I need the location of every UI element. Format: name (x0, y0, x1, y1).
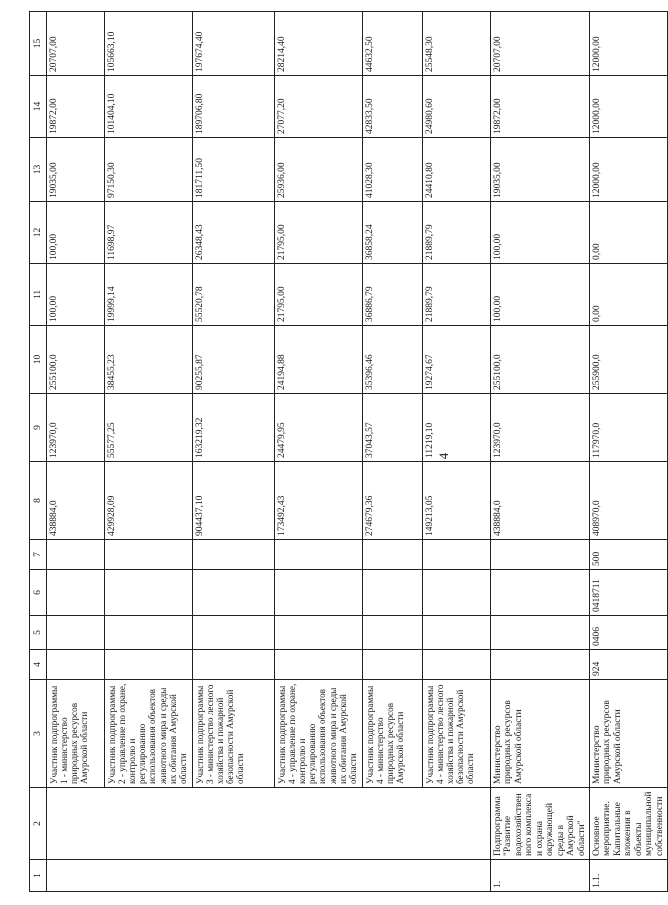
header-cell: 6 (30, 570, 47, 616)
empty-cell (275, 650, 363, 680)
value-cell: 0,00 (589, 202, 667, 264)
value-cell: 24980,60 (423, 76, 491, 138)
subprogram-name: Подпрограмма "Развитие водохозяйственного комплекса и охрана окружающей среды в Амурской области" (491, 788, 590, 860)
value-cell: 189706,80 (193, 76, 275, 138)
page-number: 4 (436, 452, 451, 460)
activity-executor: Министерство природных ресурсов Амурской области (589, 680, 667, 788)
value-cell: 274679,36 (363, 462, 423, 540)
value-cell: 21889,79 (423, 202, 491, 264)
empty-cell (47, 860, 491, 892)
table-row (275, 12, 363, 892)
value-cell: 255900,0 (589, 326, 667, 394)
empty-cell (275, 570, 363, 616)
value-cell: 904437,10 (193, 462, 275, 540)
value-cell: 255100,0 (491, 326, 590, 394)
activity-name: Основное мероприятие. Капитальные вложения в объекты муниципальной собственности (589, 788, 667, 860)
value-cell: 44632,50 (363, 12, 423, 76)
empty-cell (105, 570, 193, 616)
header-cell: 13 (30, 138, 47, 202)
participant-description: Участник подпрограммы 2 - управление по охране, контролю и регулированию использования объектов животного мира и среды их обитания Амурской области (105, 680, 193, 788)
table-row (47, 12, 105, 892)
value-cell: 21889,79 (423, 264, 491, 326)
empty-cell (105, 650, 193, 680)
value-cell: 41028,30 (363, 138, 423, 202)
participant-description: Участник подпрограммы 4 - министерство лесного хозяйства и пожарной безопасности Амурской области (423, 680, 491, 788)
empty-cell (363, 650, 423, 680)
value-cell: 123970,0 (47, 394, 105, 462)
value-cell: 0,00 (589, 264, 667, 326)
empty-cell (423, 540, 491, 570)
value-cell: 25936,00 (275, 138, 363, 202)
value-cell: 19035,00 (491, 138, 590, 202)
header-cell: 14 (30, 76, 47, 138)
empty-cell (193, 616, 275, 650)
table-row (193, 12, 275, 892)
table-row (105, 12, 193, 892)
empty-cell (47, 788, 491, 860)
value-cell: 19035,00 (47, 138, 105, 202)
value-cell: 163219,32 (193, 394, 275, 462)
row-number: 1.1. (589, 860, 667, 892)
value-cell: 255100,0 (47, 326, 105, 394)
empty-cell (423, 570, 491, 616)
value-cell: 117970,0 (589, 394, 667, 462)
value-cell: 24410,80 (423, 138, 491, 202)
value-cell: 123970,0 (491, 394, 590, 462)
value-cell: 408970,0 (589, 462, 667, 540)
participant-description: Участник подпрограммы 4 - управление по охране, контролю и регулированию использования объектов животного мира и среды их обитания Амурской области (275, 680, 363, 788)
header-row (30, 12, 47, 892)
empty-cell (275, 616, 363, 650)
budget-table (29, 11, 668, 892)
empty-cell (47, 616, 105, 650)
value-cell: 11219,10 (423, 394, 491, 462)
value-cell: 24479,95 (275, 394, 363, 462)
value-cell: 19872,00 (491, 76, 590, 138)
value-cell: 19999,14 (105, 264, 193, 326)
value-cell: 28214,40 (275, 12, 363, 76)
value-cell: 25548,30 (423, 12, 491, 76)
empty-cell (491, 616, 590, 650)
value-cell: 12000,00 (589, 76, 667, 138)
value-cell: 24194,88 (275, 326, 363, 394)
empty-cell (105, 616, 193, 650)
empty-cell (193, 650, 275, 680)
participant-description: Участник подпрограммы 3 - министерство лесного хозяйства и пожарной безопасности Амурской области (193, 680, 275, 788)
value-cell: 38455,23 (105, 326, 193, 394)
value-cell: 101404,10 (105, 76, 193, 138)
empty-cell (363, 570, 423, 616)
empty-cell (47, 570, 105, 616)
value-cell: 438884,0 (491, 462, 590, 540)
value-cell: 100,00 (47, 264, 105, 326)
header-cell: 4 (30, 650, 47, 680)
value-cell: 55520,78 (193, 264, 275, 326)
value-cell: 100,00 (491, 202, 590, 264)
empty-cell (193, 570, 275, 616)
value-cell: 429928,09 (105, 462, 193, 540)
empty-cell (423, 616, 491, 650)
value-cell: 55577,25 (105, 394, 193, 462)
value-cell: 36858,24 (363, 202, 423, 264)
subprogram-executor: Министерство природных ресурсов Амурской области (491, 680, 590, 788)
value-cell: 36886,79 (363, 264, 423, 326)
header-cell: 12 (30, 202, 47, 264)
header-cell: 15 (30, 12, 47, 76)
value-cell: 100,00 (491, 264, 590, 326)
value-cell: 26348,43 (193, 202, 275, 264)
empty-cell (47, 650, 105, 680)
activity-row (589, 12, 667, 892)
value-cell: 90255,87 (193, 326, 275, 394)
header-cell: 5 (30, 616, 47, 650)
value-cell: 35396,46 (363, 326, 423, 394)
value-cell: 19274,67 (423, 326, 491, 394)
header-cell: 8 (30, 462, 47, 540)
code-rzpr: 0406 (589, 616, 667, 650)
code-vr: 500 (589, 540, 667, 570)
row-number: 1. (491, 860, 590, 892)
code-csr: 0418711 (589, 570, 667, 616)
subprogram-row (491, 12, 590, 892)
value-cell: 181711,50 (193, 138, 275, 202)
empty-cell (47, 540, 105, 570)
value-cell: 12000,00 (589, 12, 667, 76)
empty-cell (363, 540, 423, 570)
value-cell: 149213,05 (423, 462, 491, 540)
value-cell: 21795,00 (275, 264, 363, 326)
empty-cell (105, 540, 193, 570)
table-row (363, 12, 423, 892)
empty-cell (275, 540, 363, 570)
value-cell: 21795,00 (275, 202, 363, 264)
participant-description: Участник подпрограммы 1 - министерство природных ресурсов Амурской области (47, 680, 105, 788)
table-row (423, 12, 491, 892)
value-cell: 20707,00 (491, 12, 590, 76)
participant-description: Участник подпрограммы 4 - министерство природных ресурсов Амурской области (363, 680, 423, 788)
value-cell: 100,00 (47, 202, 105, 264)
value-cell: 12000,00 (589, 138, 667, 202)
value-cell: 19872,00 (47, 76, 105, 138)
value-cell: 197674,40 (193, 12, 275, 76)
value-cell: 173492,43 (275, 462, 363, 540)
header-cell: 11 (30, 264, 47, 326)
header-cell: 9 (30, 394, 47, 462)
empty-cell (363, 616, 423, 650)
rotated-table-wrapper (29, 12, 665, 892)
value-cell: 438884,0 (47, 462, 105, 540)
header-cell: 7 (30, 540, 47, 570)
header-cell: 10 (30, 326, 47, 394)
value-cell: 37043,57 (363, 394, 423, 462)
header-cell: 3 (30, 680, 47, 788)
value-cell: 20707,00 (47, 12, 105, 76)
value-cell: 42833,50 (363, 76, 423, 138)
empty-cell (423, 650, 491, 680)
value-cell: 105663,10 (105, 12, 193, 76)
value-cell: 11698,97 (105, 202, 193, 264)
empty-cell (491, 570, 590, 616)
header-cell: 1 (30, 860, 47, 892)
header-cell: 2 (30, 788, 47, 860)
empty-cell (491, 650, 590, 680)
code-grbs: 924 (589, 650, 667, 680)
empty-cell (193, 540, 275, 570)
empty-cell (491, 540, 590, 570)
value-cell: 97150,30 (105, 138, 193, 202)
value-cell: 27077,20 (275, 76, 363, 138)
